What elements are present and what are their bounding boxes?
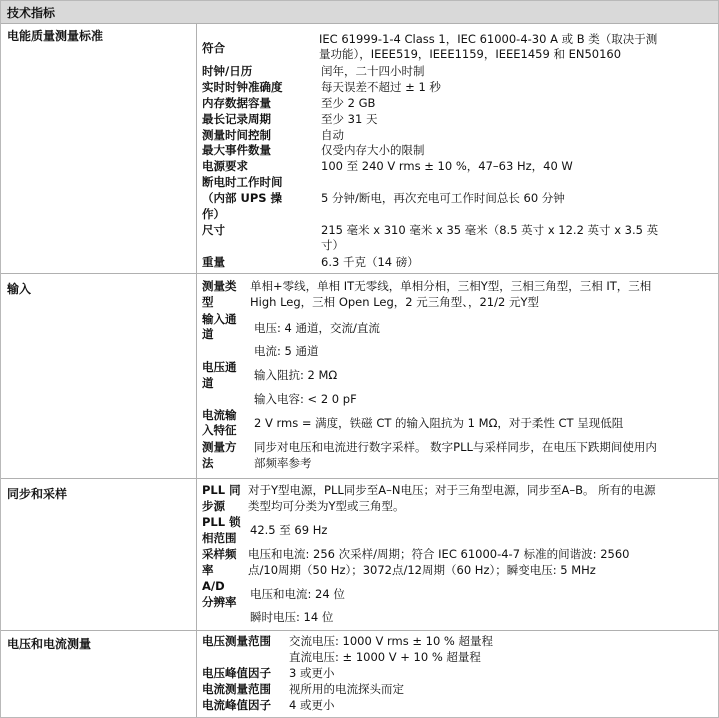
spec-key: 测量类 bbox=[202, 279, 237, 293]
spec-key: 步源 bbox=[202, 499, 225, 513]
spec-value: 输入电容: < 2 0 pF bbox=[254, 392, 357, 406]
spec-key: 时钟/日历 bbox=[202, 64, 253, 78]
spec-value: 至少 31 天 bbox=[321, 112, 378, 126]
spec-key: 符合 bbox=[202, 41, 225, 55]
spec-value: 电压: 4 通道，交流/直流 bbox=[254, 321, 380, 335]
spec-key: 道 bbox=[202, 327, 214, 341]
table-title: 技术指标 bbox=[7, 6, 56, 20]
spec-key: 内存数据容量 bbox=[202, 96, 271, 110]
spec-key: 实时时钟准确度 bbox=[202, 80, 283, 94]
spec-key: 道 bbox=[202, 376, 214, 390]
spec-value: 215 毫米 x 310 毫米 x 35 毫米（8.5 英寸 x 12.2 英寸 x 3.5 英 bbox=[321, 223, 659, 237]
spec-key: 率 bbox=[202, 563, 214, 577]
spec-key: 输入通 bbox=[202, 312, 237, 326]
spec-key: 作） bbox=[202, 207, 225, 221]
spec-value: 仅受内存大小的限制 bbox=[321, 143, 425, 157]
section-label: 电压和电流测量 bbox=[7, 637, 92, 651]
spec-key: 分辨率 bbox=[202, 595, 237, 609]
section-label: 电能质量测量标准 bbox=[7, 29, 104, 43]
spec-key: 电流测量范围 bbox=[202, 682, 271, 696]
spec-key: A/D bbox=[202, 579, 225, 593]
spec-value: 电流: 5 通道 bbox=[254, 344, 319, 358]
spec-key: 断电时工作时间 bbox=[202, 175, 283, 189]
spec-value: 4 或更小 bbox=[289, 698, 335, 712]
spec-value: 5 分钟/断电，再次充电可工作时间总长 60 分钟 bbox=[321, 191, 565, 205]
spec-key: 电压测量范围 bbox=[202, 634, 271, 648]
spec-value: 视所用的电流探头而定 bbox=[289, 682, 404, 696]
spec-key: 最大事件数量 bbox=[202, 143, 271, 157]
spec-key: 最长记录周期 bbox=[202, 112, 271, 126]
spec-value: 42.5 至 69 Hz bbox=[250, 523, 328, 537]
spec-value: 寸） bbox=[321, 238, 344, 252]
spec-value: 电压和电流: 256 次采样/周期；符合 IEC 61000-4-7 标准的间谐波: 2560 bbox=[248, 547, 630, 561]
spec-key: 重量 bbox=[202, 255, 225, 269]
section-label: 输入 bbox=[7, 282, 32, 296]
spec-value: 自动 bbox=[321, 128, 344, 142]
spec-value: 单相+零线，单相 IT无零线，单相分相，三相Y型，三相三角型，三相 IT，三相 bbox=[250, 279, 652, 293]
spec-value: 100 至 240 V rms ± 10 %，47–63 Hz，40 W bbox=[321, 159, 573, 173]
spec-value: 2 V rms = 满度，铁磁 CT 的输入阻抗为 1 MΩ，对于柔性 CT 呈现低阻 bbox=[254, 416, 624, 430]
spec-key: 电流输 bbox=[202, 408, 237, 422]
spec-value: 输入阻抗: 2 MΩ bbox=[254, 368, 338, 382]
spec-value: 闰年，二十四小时制 bbox=[321, 64, 425, 78]
spec-value: 部频率参考 bbox=[254, 456, 312, 470]
spec-value: 电压和电流: 24 位 bbox=[250, 587, 345, 601]
spec-key: 电压通 bbox=[202, 360, 237, 374]
spec-value: 对于Y型电源，PLL同步至A–N电压；对于三角型电源，同步至A–B。 所有的电源 bbox=[248, 483, 656, 497]
spec-value: 瞬时电压: 14 位 bbox=[250, 610, 334, 624]
spec-value: 类型均可分类为Y型或三角型。 bbox=[248, 499, 405, 513]
spec-key: 电流峰值因子 bbox=[202, 698, 271, 712]
table-header bbox=[1, 1, 718, 24]
spec-key: 测量时间控制 bbox=[202, 128, 271, 142]
spec-key: 相范围 bbox=[202, 531, 237, 545]
spec-key: 入特征 bbox=[202, 423, 237, 437]
spec-value: 量功能），IEEE519，IEEE1159，IEEE1459 和 EN50160 bbox=[319, 47, 622, 61]
spec-key: 电压峰值因子 bbox=[202, 666, 271, 680]
spec-key: 电源要求 bbox=[202, 159, 248, 173]
spec-key: 法 bbox=[202, 456, 214, 470]
spec-key: 测量方 bbox=[202, 440, 237, 454]
spec-value: 交流电压: 1000 V rms ± 10 % 超量程 bbox=[289, 634, 494, 648]
spec-value: High Leg，三相 Open Leg，2 元三角型、，21/2 元Y型 bbox=[250, 295, 539, 309]
spec-value: 直流电压: ± 1000 V + 10 % 超量程 bbox=[289, 650, 481, 664]
spec-value: IEC 61999-1-4 Class 1，IEC 61000-4-30 A 或 B 类（取决于测 bbox=[319, 32, 658, 46]
spec-value: 点/10周期（50 Hz）；3072点/12周期（60 Hz）；瞬变电压: 5 MHz bbox=[248, 563, 596, 577]
spec-value: 每天误差不超过 ± 1 秒 bbox=[321, 80, 441, 94]
section-label: 同步和采样 bbox=[7, 487, 68, 501]
spec-key: 型 bbox=[202, 295, 214, 309]
spec-key: PLL 锁 bbox=[202, 515, 241, 529]
spec-value: 3 或更小 bbox=[289, 666, 335, 680]
spec-key: 采样频 bbox=[202, 547, 237, 561]
spec-value: 6.3 千克（14 磅） bbox=[321, 255, 419, 269]
spec-key: PLL 同 bbox=[202, 483, 241, 497]
spec-key: （内部 UPS 操 bbox=[202, 191, 283, 205]
spec-value: 至少 2 GB bbox=[321, 96, 376, 110]
spec-value: 同步对电压和电流进行数字采样。 数字PLL与采样同步，在电压下跌期间使用内 bbox=[254, 440, 657, 454]
spec-key: 尺寸 bbox=[202, 223, 225, 237]
